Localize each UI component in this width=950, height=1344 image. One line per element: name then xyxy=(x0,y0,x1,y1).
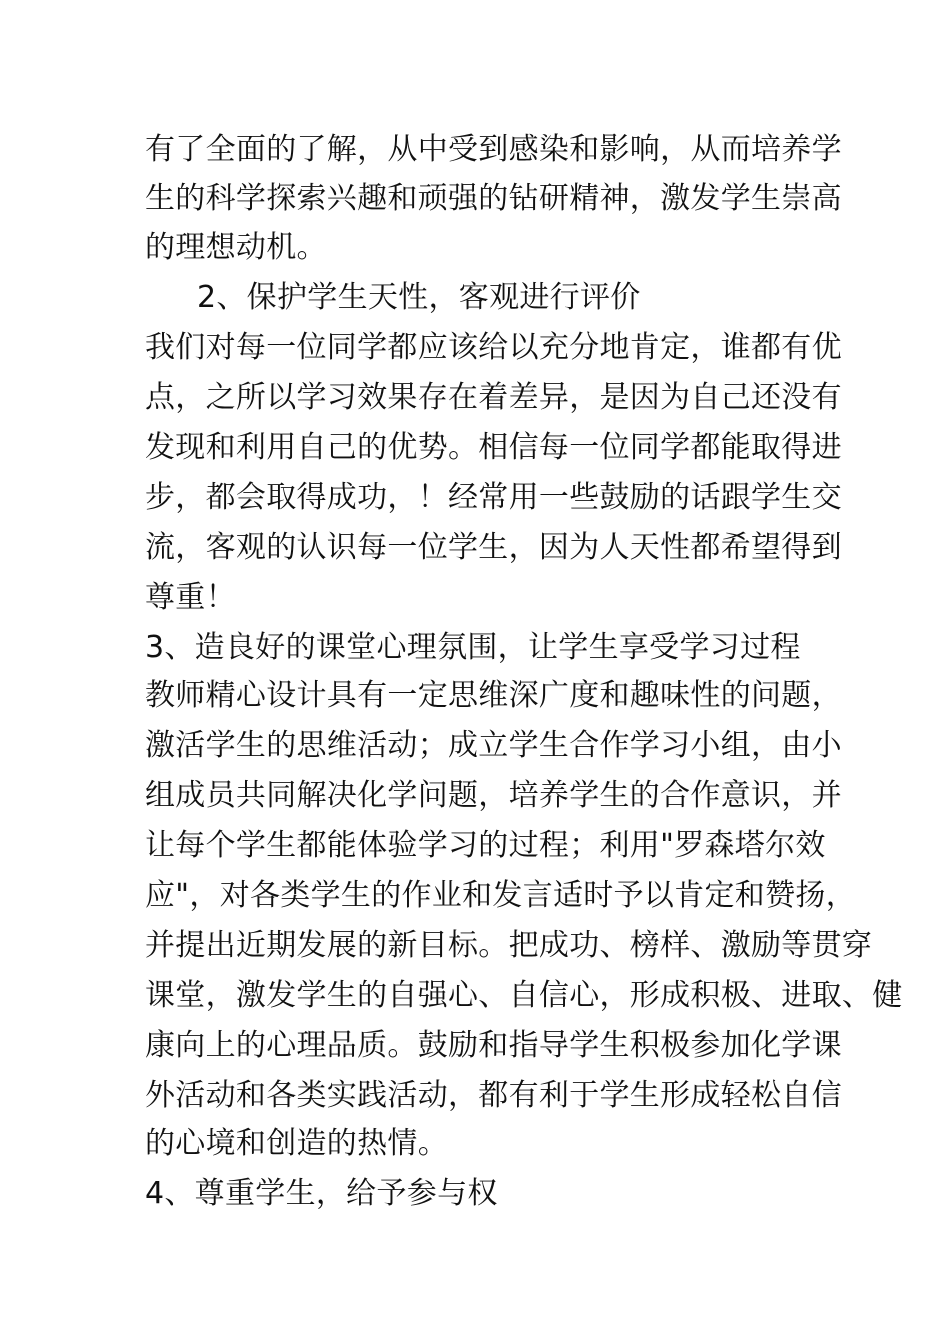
body-text-line: 步，都会取得成功，！经常用一些鼓励的话跟学生交 xyxy=(145,480,842,515)
section-heading: 3、造良好的课堂心理氛围，让学生享受学习过程 xyxy=(145,630,801,665)
body-text-line: 流，客观的认识每一位学生，因为人天性都希望得到 xyxy=(145,530,842,565)
body-text-line: 课堂，激发学生的自强心、自信心，形成积极、进取、健 xyxy=(145,978,903,1013)
body-text-line: 应"，对各类学生的作业和发言适时予以肯定和赞扬， xyxy=(145,878,856,913)
body-text-line: 组成员共同解决化学问题，培养学生的合作意识，并 xyxy=(145,778,842,813)
body-text-line: 的理想动机。 xyxy=(145,230,327,265)
body-text-line: 生的科学探索兴趣和顽强的钻研精神，激发学生崇高 xyxy=(145,181,842,216)
body-text-line: 教师精心设计具有一定思维深广度和趣味性的问题， xyxy=(145,678,842,713)
body-text-line: 让每个学生都能体验学习的过程；利用"罗森塔尔效 xyxy=(145,828,826,863)
body-text-line: 的心境和创造的热情。 xyxy=(145,1126,448,1161)
body-text-line: 发现和利用自己的优势。相信每一位同学都能取得进 xyxy=(145,430,842,465)
body-text-line: 并提出近期发展的新目标。把成功、榜样、激励等贯穿 xyxy=(145,928,873,963)
body-text-line: 点，之所以学习效果存在着差异，是因为自己还没有 xyxy=(145,380,842,415)
body-text-line: 尊重！ xyxy=(145,580,236,615)
body-text-line: 激活学生的思维活动；成立学生合作学习小组，由小 xyxy=(145,728,842,763)
body-text-line: 有了全面的了解，从中受到感染和影响，从而培养学 xyxy=(145,132,842,167)
body-text-line: 康向上的心理品质。鼓励和指导学生积极参加化学课 xyxy=(145,1028,842,1063)
body-text-line: 我们对每一位同学都应该给以充分地肯定，谁都有优 xyxy=(145,330,842,365)
section-heading: 4、尊重学生，给予参与权 xyxy=(145,1176,498,1211)
body-text-line: 外活动和各类实践活动，都有利于学生形成轻松自信 xyxy=(145,1078,842,1113)
section-heading: 2、保护学生天性，客观进行评价 xyxy=(197,280,641,315)
